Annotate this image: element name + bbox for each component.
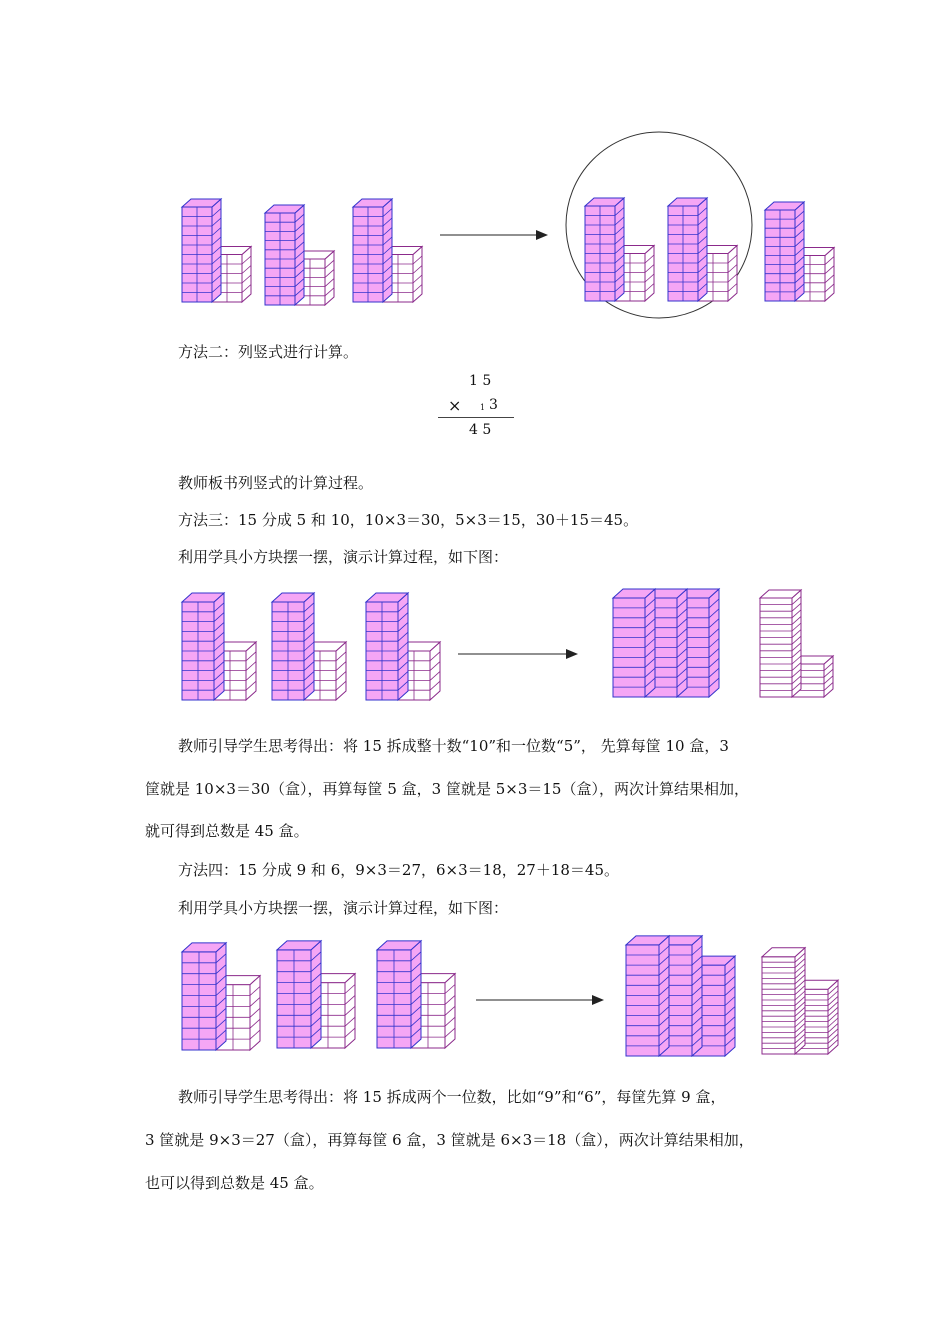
block-side-face: [445, 974, 455, 1048]
block-column: [626, 945, 659, 1056]
fig2-block-group-3: [366, 593, 440, 700]
block-side-face: [411, 941, 421, 1048]
block-column: [668, 206, 698, 301]
fig2-tens-group: [613, 589, 719, 697]
demo-intro-2: 利用学具小方块摆一摆，演示计算过程，如下图：: [178, 899, 509, 917]
fig1-block-group-4: [585, 198, 654, 301]
vertical-calculation: [436, 370, 516, 445]
fig3-block-group-2: [277, 941, 355, 1048]
vertical-result: 4 5: [469, 422, 492, 438]
block-side-face: [430, 642, 440, 700]
fig3-nines-group: [626, 936, 735, 1056]
block-side-face: [304, 593, 314, 700]
block-column: [265, 213, 295, 305]
method2-title: 方法二：列竖式进行计算。: [178, 343, 359, 361]
vertical-top-row: 1 5: [469, 373, 492, 389]
fig3-block-group-3: [377, 941, 455, 1048]
fig1-block-group-2: [265, 205, 334, 305]
block-side-face: [413, 247, 422, 303]
method3-explain-line2: 筐就是 10×3＝30（盒），再算每筐 5 盒，3 筐就是 5×3＝15（盒），两次计算结果相加，: [145, 780, 749, 798]
fig2-arrow: [458, 649, 578, 659]
block-side-face: [345, 974, 355, 1048]
block-side-face: [212, 199, 221, 302]
fig3-block-group-1: [182, 943, 260, 1050]
method4-title: 方法四：15 分成 9 和 6，9×3＝27，6×3＝18，27＋18＝45。: [178, 861, 619, 879]
fig3-arrow: [476, 995, 604, 1005]
demo-intro-1: 利用学具小方块摆一摆，演示计算过程，如下图：: [178, 548, 509, 566]
block-side-face: [828, 980, 838, 1054]
block-side-face: [677, 589, 687, 697]
block-side-face: [792, 590, 801, 697]
method3-explain-line3: 就可得到总数是 45 盒。: [145, 822, 309, 840]
block-column: [765, 210, 795, 301]
fig1-block-group-1: [182, 199, 251, 302]
figure-2: [0, 580, 950, 730]
fig1-block-group-5: [668, 198, 737, 301]
fig2-block-group-1: [182, 593, 256, 700]
block-side-face: [336, 642, 346, 700]
block-column: [182, 207, 212, 302]
method3-title: 方法三：15 分成 5 和 10，10×3＝30，5×3＝15，30＋15＝45。: [178, 511, 639, 529]
block-column: [272, 602, 304, 700]
figure-3: [0, 930, 950, 1070]
method3-explain-line1: 教师引导学生思考得出：将 15 拆成整十数“10”和一位数“5”， 先算每筐 10 盒，3: [178, 737, 729, 755]
block-column: [277, 950, 311, 1048]
block-column: [377, 950, 411, 1048]
block-side-face: [692, 936, 702, 1056]
block-column: [585, 206, 615, 301]
block-side-face: [795, 948, 805, 1054]
fig3-sixes-group: [762, 948, 838, 1054]
block-side-face: [311, 941, 321, 1048]
block-side-face: [214, 593, 224, 700]
method4-explain-line1: 教师引导学生思考得出：将 15 拆成两个一位数，比如“9”和“6”，每筐先算 9 盒，: [178, 1088, 726, 1106]
block-side-face: [383, 199, 392, 302]
block-column: [182, 952, 216, 1050]
block-side-face: [246, 642, 256, 700]
times-sign: ×: [448, 396, 462, 415]
block-side-face: [645, 589, 655, 697]
block-side-face: [615, 198, 624, 301]
method4-explain-line3: 也可以得到总数是 45 盒。: [145, 1174, 324, 1192]
block-side-face: [825, 248, 834, 302]
vertical-divider-line: [438, 417, 514, 418]
block-side-face: [295, 205, 304, 305]
block-side-face: [795, 202, 804, 301]
fig1-block-group-6: [765, 202, 834, 301]
block-column: [353, 207, 383, 302]
block-side-face: [216, 943, 226, 1050]
fig2-ones-group: [760, 590, 833, 697]
block-side-face: [659, 936, 669, 1056]
block-side-face: [728, 246, 737, 302]
block-side-face: [250, 976, 260, 1050]
block-column: [182, 602, 214, 700]
fig1-block-group-3: [353, 199, 422, 302]
block-column: [366, 602, 398, 700]
board-note: 教师板书列竖式的计算过程。: [178, 474, 374, 492]
method4-explain-line2: 3 筐就是 9×3＝27（盒），再算每筐 6 盒，3 筐就是 6×3＝18（盒），两次计算结果相加，: [145, 1131, 754, 1149]
fig1-arrow: [440, 230, 548, 240]
block-column: [760, 598, 792, 697]
block-column: [762, 957, 795, 1054]
vertical-multiplier: 3: [489, 397, 498, 413]
block-side-face: [698, 198, 707, 301]
fig2-block-group-2: [272, 593, 346, 700]
carry-digit: 1: [480, 403, 486, 412]
block-column: [613, 598, 645, 697]
block-side-face: [325, 251, 334, 305]
block-side-face: [242, 247, 251, 303]
block-side-face: [398, 593, 408, 700]
block-side-face: [725, 956, 735, 1056]
block-side-face: [709, 589, 719, 697]
block-side-face: [645, 246, 654, 302]
